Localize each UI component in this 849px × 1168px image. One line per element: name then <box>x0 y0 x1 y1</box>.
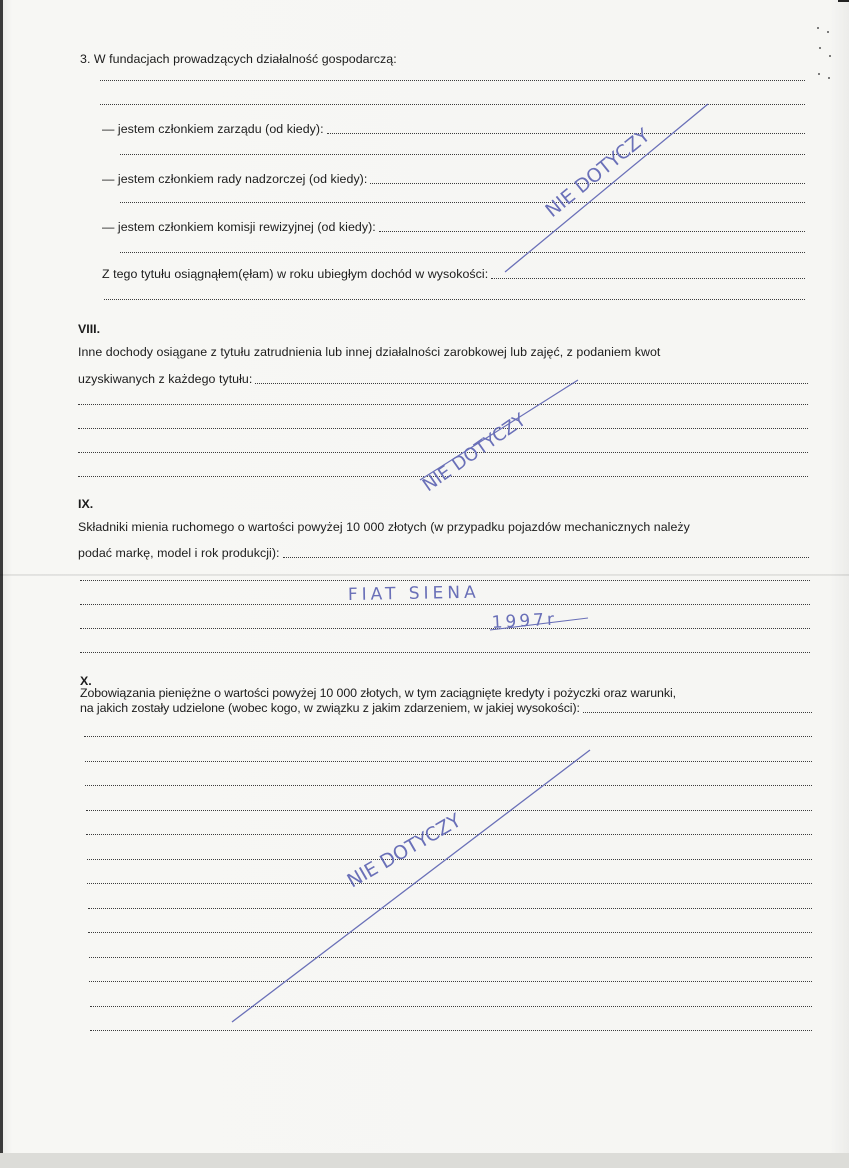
board-member-label: — jestem członkiem zarządu (od kiedy): <box>102 122 324 136</box>
section-10-text-line2: na jakich zostały udzielone (wobec kogo, w związku z jakim zdarzeniem, w jakiej wysokości): <box>80 701 580 715</box>
section-9-text-line2: podać markę, model i rok produkcji): <box>78 546 280 560</box>
handwritten-not-applicable-section-8: NIE DOTYCZY <box>418 409 530 497</box>
strike-line-section-3 <box>505 104 708 272</box>
section-10-number: X. <box>80 674 92 688</box>
handwritten-not-applicable-section-3: NIE DOTYCZY <box>541 124 655 222</box>
handwritten-car-model: FIAT SIENA <box>347 582 480 605</box>
audit-committee-label: — jestem członkiem komisji rewizyjnej (od kiedy): <box>102 220 376 234</box>
section-8-number: VIII. <box>78 322 101 336</box>
section-8-text-line1: Inne dochody osiągane z tytułu zatrudnienia lub innej działalności zarobkowej lub zajęć, z podaniem kwot <box>78 345 661 359</box>
section-9-number: IX. <box>78 497 94 511</box>
supervisory-board-label: — jestem członkiem rady nadzorczej (od kiedy): <box>102 172 368 186</box>
handwritten-not-applicable-section-10: NIE DOTYCZY <box>343 809 465 893</box>
item-3-heading: 3. W fundacjach prowadzących działalność gospodarczą: <box>80 52 397 66</box>
section-9-text-line1: Składniki mienia ruchomego o wartości powyżej 10 000 złotych (w przypadku pojazdów mechanicznych należy <box>78 520 690 534</box>
handwritten-car-year: 1997r <box>491 609 558 633</box>
section-8-text-line2: uzyskiwanych z każdego tytułu: <box>78 372 253 386</box>
income-label: Z tego tytułu osiągnąłem(ęłam) w roku ubiegłym dochód w wysokości: <box>102 267 489 281</box>
strike-line-section-10 <box>232 750 590 1022</box>
section-10-text-line1: Zobowiązania pieniężne o wartości powyżej 10 000 złotych, w tym zaciągnięte kredyty i pożyczki oraz warunki, <box>80 686 676 700</box>
